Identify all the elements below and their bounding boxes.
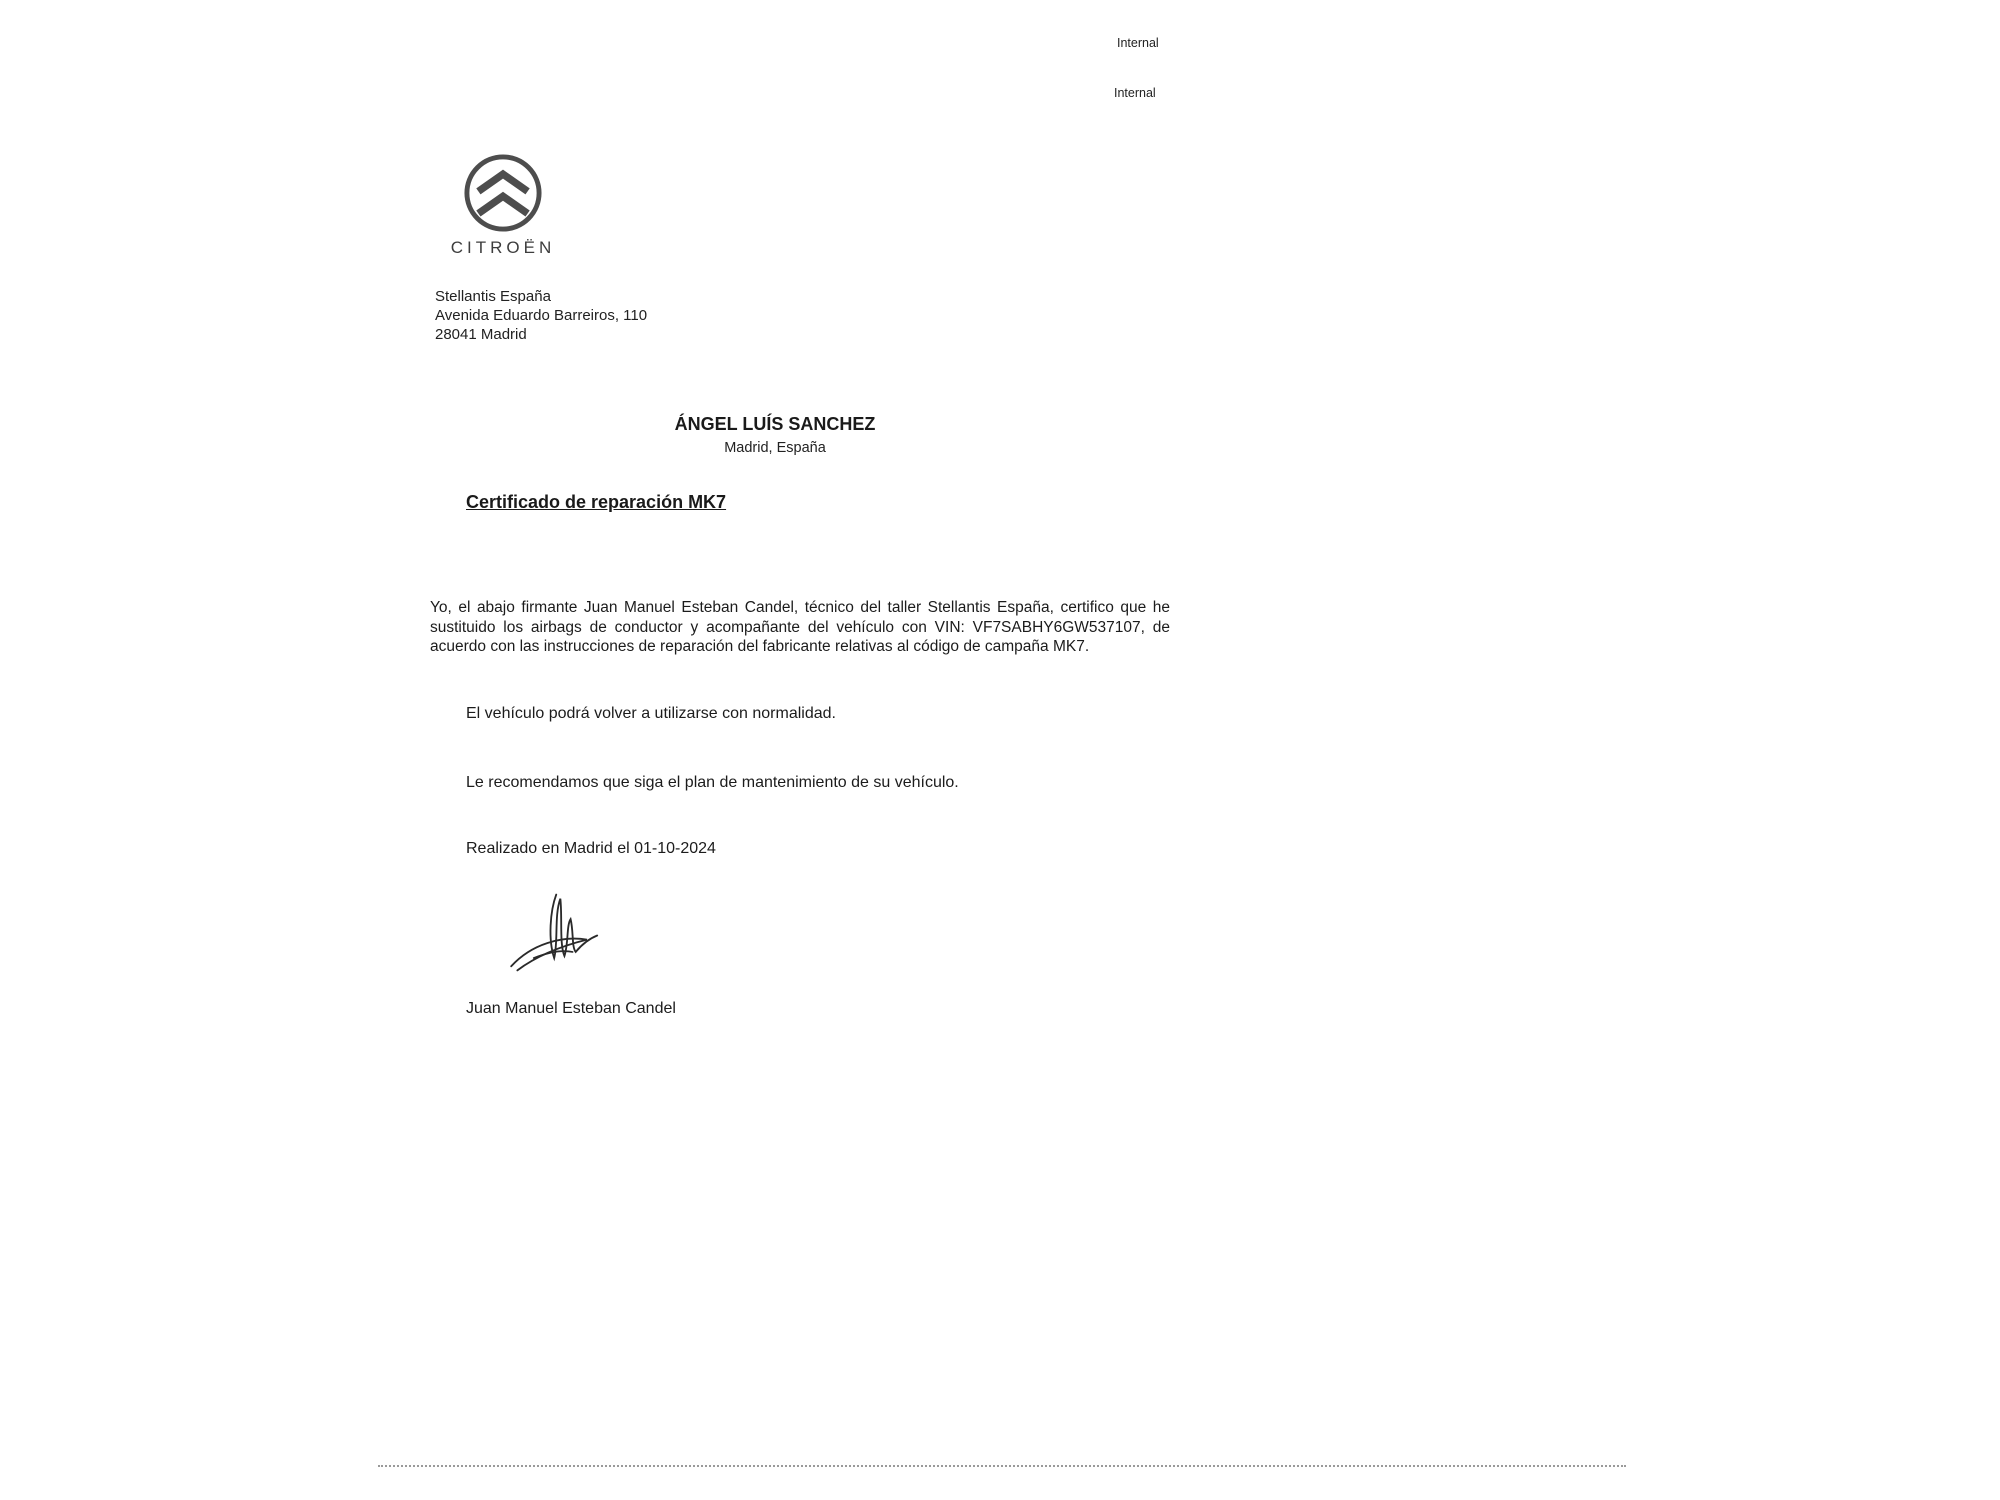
page-footer-divider [378, 1465, 1626, 1467]
maintenance-recommendation: Le recomendamos que siga el plan de mantenimiento de su vehículo. [466, 774, 959, 791]
internal-watermark-bottom: Internal [1114, 86, 1156, 100]
citroen-chevrons-icon [462, 150, 544, 236]
issue-date-line: Realizado en Madrid el 01-10-2024 [466, 840, 716, 857]
citroen-logo [436, 150, 570, 258]
recipient-location: Madrid, España [724, 440, 826, 456]
document-title: Certificado de reparación MK7 [466, 492, 727, 512]
certificate-main-paragraph: Yo, el abajo firmante Juan Manuel Esteban Candel, técnico del taller Stellantis España, certifico que he sustituido los airbags de conductor y acompañante del vehículo con VIN: VF7SABHY6GW537107, de acuerdo con las instrucciones de reparación del fabricante relativas al código de campaña MK7. [430, 599, 1170, 655]
internal-watermark-top: Internal [1117, 36, 1159, 50]
handwritten-signature-image [503, 890, 631, 978]
sender-address [435, 287, 647, 344]
sender-street: Avenida Eduardo Barreiros, 110 [435, 307, 648, 324]
citroen-wordmark: CITROËN [450, 238, 556, 257]
recipient-block [560, 414, 990, 456]
signer-name: Juan Manuel Esteban Candel [466, 1000, 676, 1017]
sender-company: Stellantis España [435, 288, 551, 305]
sender-city: 28041 Madrid [435, 326, 527, 343]
vehicle-usage-note: El vehículo podrá volver a utilizarse con normalidad. [466, 705, 836, 722]
recipient-name: ÁNGEL LUÍS SANCHEZ [674, 414, 876, 434]
